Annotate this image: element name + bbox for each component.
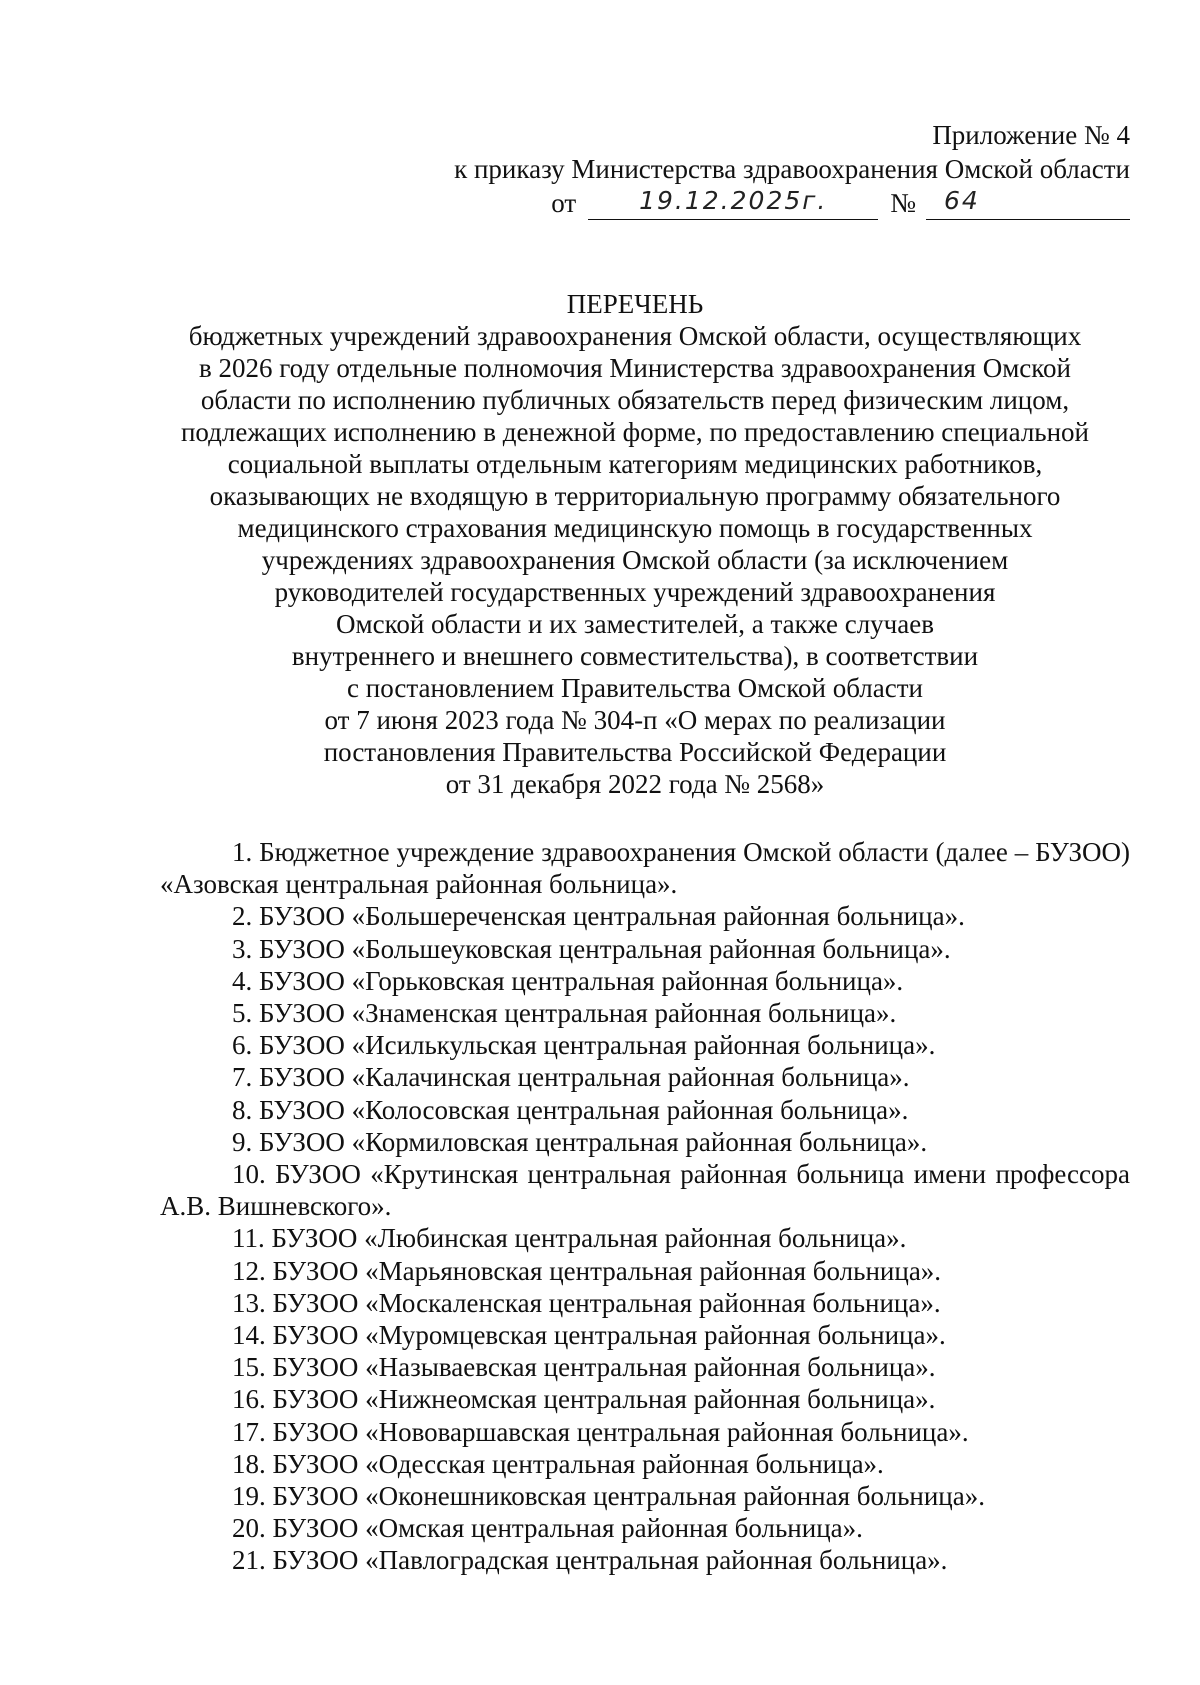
list-item: [160, 1255, 1130, 1287]
annex-title: Приложение № 4: [932, 120, 1130, 150]
list-item-text: БУЗОО «Оконешниковская центральная районная больница».: [272, 1481, 985, 1512]
date-blank: [588, 187, 878, 220]
list-item-number: 1.: [232, 837, 260, 867]
number-label: №: [890, 188, 916, 218]
subtitle-line: подлежащих исполнению в денежной форме, по предоставлению специальной: [180, 417, 1090, 447]
list-item: [160, 1094, 1130, 1126]
list-item-number: 3.: [232, 933, 259, 964]
list-item-number: 20.: [232, 1513, 273, 1544]
list-item-number: 12.: [232, 1255, 273, 1286]
list-item: [160, 1351, 1130, 1383]
title-heading: ПЕРЕЧЕНЬ: [566, 289, 704, 319]
list-item-number: 13.: [232, 1287, 273, 1318]
list-item-number: 8.: [232, 1094, 259, 1125]
list-item-text: Бюджетное учреждение здравоохранения Омской области (далее – БУЗОО) «Азовская центральная районная больница».: [160, 837, 1131, 900]
list-item-text: БУЗОО «Нововаршавская центральная районная больница».: [272, 1416, 969, 1447]
list-item: [160, 1029, 1130, 1061]
list-item-text: БУЗОО «Марьяновская центральная районная больница».: [272, 1255, 942, 1286]
list-item-text: БУЗОО «Большереченская центральная районная больница».: [259, 901, 965, 932]
list-item-number: 14.: [232, 1320, 273, 1351]
list-item-text: БУЗОО «Крутинская центральная районная больница имени профессора А.В. Вишневского».: [160, 1159, 1130, 1222]
subtitle-line: социальной выплаты отдельным категориям медицинских работников,: [227, 449, 1043, 479]
list-item-text: БУЗОО «Калачинская центральная районная больница».: [259, 1062, 910, 1093]
list-item-number: 4.: [232, 965, 259, 996]
title-subtitle: [140, 320, 1130, 800]
subtitle-line: оказывающих не входящую в территориальную программу обязательного: [209, 481, 1061, 511]
handwritten-number: 64: [944, 186, 980, 215]
list-item-text: БУЗОО «Омская центральная районная больница».: [272, 1513, 863, 1544]
list-item: [160, 1287, 1130, 1319]
list-item: [160, 836, 1130, 900]
list-item: [160, 1061, 1130, 1093]
subtitle-line: в 2026 году отдельные полномочия Министерства здравоохранения Омской: [199, 353, 1071, 383]
institution-list: [160, 836, 1130, 1577]
subtitle-line: постановления Правительства Российской Федерации: [323, 737, 947, 767]
list-item-text: БУЗОО «Нижнеомская центральная районная больница».: [272, 1384, 936, 1415]
list-item-text: БУЗОО «Колосовская центральная районная больница».: [259, 1094, 909, 1125]
list-item-number: 6.: [232, 1030, 259, 1061]
list-item: [160, 1222, 1130, 1254]
list-item-number: 17.: [232, 1416, 273, 1447]
list-item-text: БУЗОО «Называевская центральная районная больница».: [272, 1352, 936, 1383]
list-item: [160, 1544, 1130, 1576]
list-item-text: БУЗОО «Любинская центральная районная больница».: [271, 1223, 907, 1254]
list-item-text: БУЗОО «Горьковская центральная районная больница».: [259, 965, 904, 996]
list-item-number: 5.: [232, 998, 259, 1029]
list-item-number: 19.: [232, 1481, 273, 1512]
list-item: [160, 1416, 1130, 1448]
list-item-number: 18.: [232, 1448, 273, 1479]
list-item-number: 16.: [232, 1384, 273, 1415]
subtitle-line: внутреннего и внешнего совместительства), в соответствии: [291, 641, 979, 671]
handwritten-date: 19.12.2025г.: [639, 186, 828, 215]
list-item: [160, 1512, 1130, 1544]
list-item-text: БУЗОО «Кормиловская центральная районная больница».: [259, 1126, 928, 1157]
document-title: [140, 288, 1130, 800]
list-item-text: БУЗОО «Большеуковская центральная районная больница».: [259, 933, 951, 964]
subtitle-line: с постановлением Правительства Омской области: [347, 673, 923, 703]
list-item-text: БУЗОО «Павлоградская центральная районная больница».: [272, 1545, 948, 1576]
list-item: [160, 965, 1130, 997]
list-item-text: БУЗОО «Исилькульская центральная районная больница».: [259, 1030, 936, 1061]
annex-header: [160, 118, 1130, 220]
list-item: [160, 1383, 1130, 1415]
subtitle-line: от 31 декабря 2022 года № 2568»: [445, 769, 825, 799]
list-item: [160, 1480, 1130, 1512]
list-item: [160, 1319, 1130, 1351]
list-item-number: 11.: [232, 1223, 272, 1254]
list-item-text: БУЗОО «Муромцевская центральная районная больница».: [272, 1320, 946, 1351]
subtitle-line: Омской области и их заместителей, а также случаев: [336, 609, 934, 639]
subtitle-line: руководителей государственных учреждений здравоохранения: [274, 577, 996, 607]
list-item: [160, 1448, 1130, 1480]
subtitle-line: учреждениях здравоохранения Омской области (за исключением: [261, 545, 1009, 575]
subtitle-line: медицинского страхования медицинскую помощь в государственных: [237, 513, 1033, 543]
list-item-number: 7.: [232, 1062, 259, 1093]
list-item: [160, 997, 1130, 1029]
list-item-number: 10.: [232, 1159, 276, 1190]
list-item-text: БУЗОО «Москаленская центральная районная больница».: [272, 1287, 941, 1318]
order-date-number-line: [160, 186, 1130, 220]
list-item: [160, 1126, 1130, 1158]
list-item-number: 21.: [232, 1545, 273, 1576]
list-item-text: БУЗОО «Одесская центральная районная больница».: [272, 1448, 884, 1479]
subtitle-line: от 7 июня 2023 года № 304-п «О мерах по реализации: [324, 705, 946, 735]
subtitle-line: области по исполнению публичных обязательств перед физическим лицом,: [200, 385, 1070, 415]
from-label: от: [551, 188, 577, 218]
list-item: [160, 1158, 1130, 1222]
list-item-number: 15.: [232, 1352, 273, 1383]
list-item-text: БУЗОО «Знаменская центральная районная больница».: [259, 998, 897, 1029]
subtitle-line: бюджетных учреждений здравоохранения Омской области, осуществляющих: [188, 321, 1082, 351]
list-item-number: 9.: [232, 1126, 259, 1157]
number-blank: [926, 187, 1130, 220]
list-item: [160, 933, 1130, 965]
order-reference: к приказу Министерства здравоохранения Омской области: [454, 154, 1130, 184]
list-item: [160, 900, 1130, 932]
list-item-number: 2.: [232, 901, 259, 932]
